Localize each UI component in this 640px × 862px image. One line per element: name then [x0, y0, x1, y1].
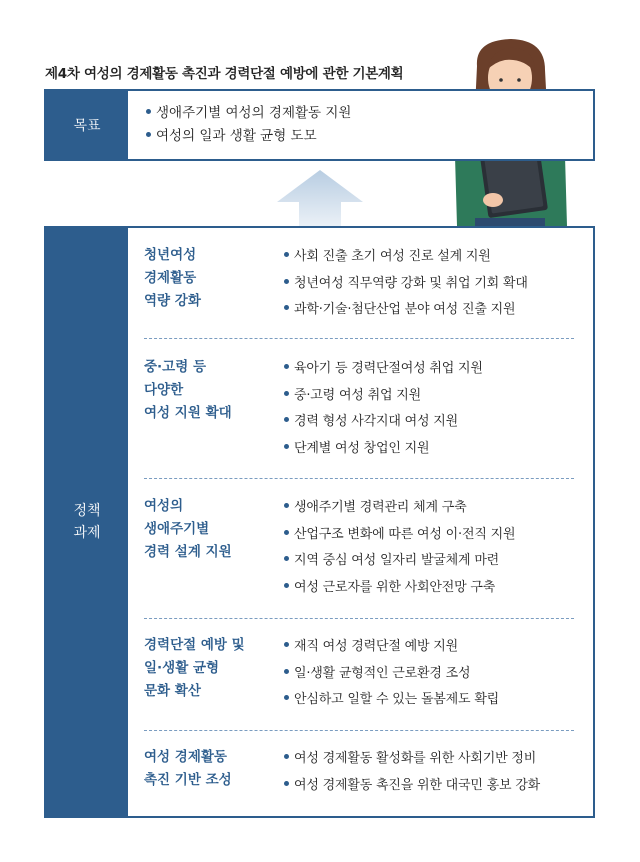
- policy-box: [44, 226, 595, 818]
- goal-label: 목표: [46, 91, 128, 159]
- section-title: 청년여성 경제활동 역량 강화: [144, 247, 201, 309]
- list-item: 생애주기별 경력관리 체계 구축: [284, 495, 515, 522]
- list-item: 육아기 등 경력단절여성 취업 지원: [284, 356, 483, 383]
- up-arrow-icon: [277, 170, 363, 230]
- section-title: 여성의 생애주기별 경력 설계 지원: [144, 498, 232, 560]
- list-item: 과학·기술·첨단산업 분야 여성 진출 지원: [284, 297, 528, 324]
- list-item: 여성 경제활동 촉진을 위한 대국민 홍보 강화: [284, 773, 540, 800]
- bullet-icon: [284, 556, 289, 561]
- section-title: 중·고령 등 다양한 여성 지원 확대: [144, 359, 232, 421]
- bullet-icon: [284, 695, 289, 700]
- list-item: 경력 형성 사각지대 여성 지원: [284, 409, 483, 436]
- bullet-icon: [284, 781, 289, 786]
- section-divider: [144, 730, 574, 731]
- section-items: [284, 356, 483, 462]
- bullet-icon: [146, 109, 151, 114]
- bullet-icon: [284, 279, 289, 284]
- list-item: 사회 진출 초기 여성 진로 설계 지원: [284, 244, 528, 271]
- bullet-icon: [146, 132, 151, 137]
- list-item: 여성 근로자를 위한 사회안전망 구축: [284, 575, 515, 602]
- diagram-title: 제4차 여성의 경제활동 촉진과 경력단절 예방에 관한 기본계획: [45, 66, 404, 82]
- bullet-icon: [284, 583, 289, 588]
- goal-item: 여성의 일과 생활 균형 도모: [146, 125, 351, 148]
- bullet-icon: [284, 530, 289, 535]
- bullet-icon: [284, 503, 289, 508]
- bullet-icon: [284, 364, 289, 369]
- list-item: 단계별 여성 창업인 지원: [284, 436, 483, 463]
- bullet-icon: [284, 252, 289, 257]
- section-title: 여성 경제활동 촉진 기반 조성: [144, 749, 232, 788]
- bullet-icon: [284, 669, 289, 674]
- section-divider: [144, 478, 574, 479]
- goal-list: [146, 102, 351, 148]
- bullet-icon: [284, 642, 289, 647]
- list-item: 재직 여성 경력단절 예방 지원: [284, 634, 499, 661]
- policy-label: 정책 과제: [46, 228, 128, 816]
- list-item: 중·고령 여성 취업 지원: [284, 383, 483, 410]
- goal-box: [44, 89, 595, 161]
- section-title: 경력단절 예방 및 일·생활 균형 문화 확산: [144, 637, 245, 699]
- section-items: [284, 244, 528, 324]
- section-items: [284, 495, 515, 601]
- section-divider: [144, 338, 574, 339]
- list-item: 일·생활 균형적인 근로환경 조성: [284, 661, 499, 688]
- list-item: 산업구조 변화에 따른 여성 이·전직 지원: [284, 522, 515, 549]
- bullet-icon: [284, 754, 289, 759]
- list-item: 여성 경제활동 활성화를 위한 사회기반 정비: [284, 746, 540, 773]
- bullet-icon: [284, 444, 289, 449]
- list-item: 지역 중심 여성 일자리 발굴체계 마련: [284, 548, 515, 575]
- bullet-icon: [284, 417, 289, 422]
- section-divider: [144, 618, 574, 619]
- section-items: [284, 634, 499, 714]
- list-item: 안심하고 일할 수 있는 돌봄제도 확립: [284, 687, 499, 714]
- list-item: 청년여성 직무역량 강화 및 취업 기회 확대: [284, 271, 528, 298]
- goal-item: 생애주기별 여성의 경제활동 지원: [146, 102, 351, 125]
- bullet-icon: [284, 391, 289, 396]
- section-items: [284, 746, 540, 799]
- bullet-icon: [284, 305, 289, 310]
